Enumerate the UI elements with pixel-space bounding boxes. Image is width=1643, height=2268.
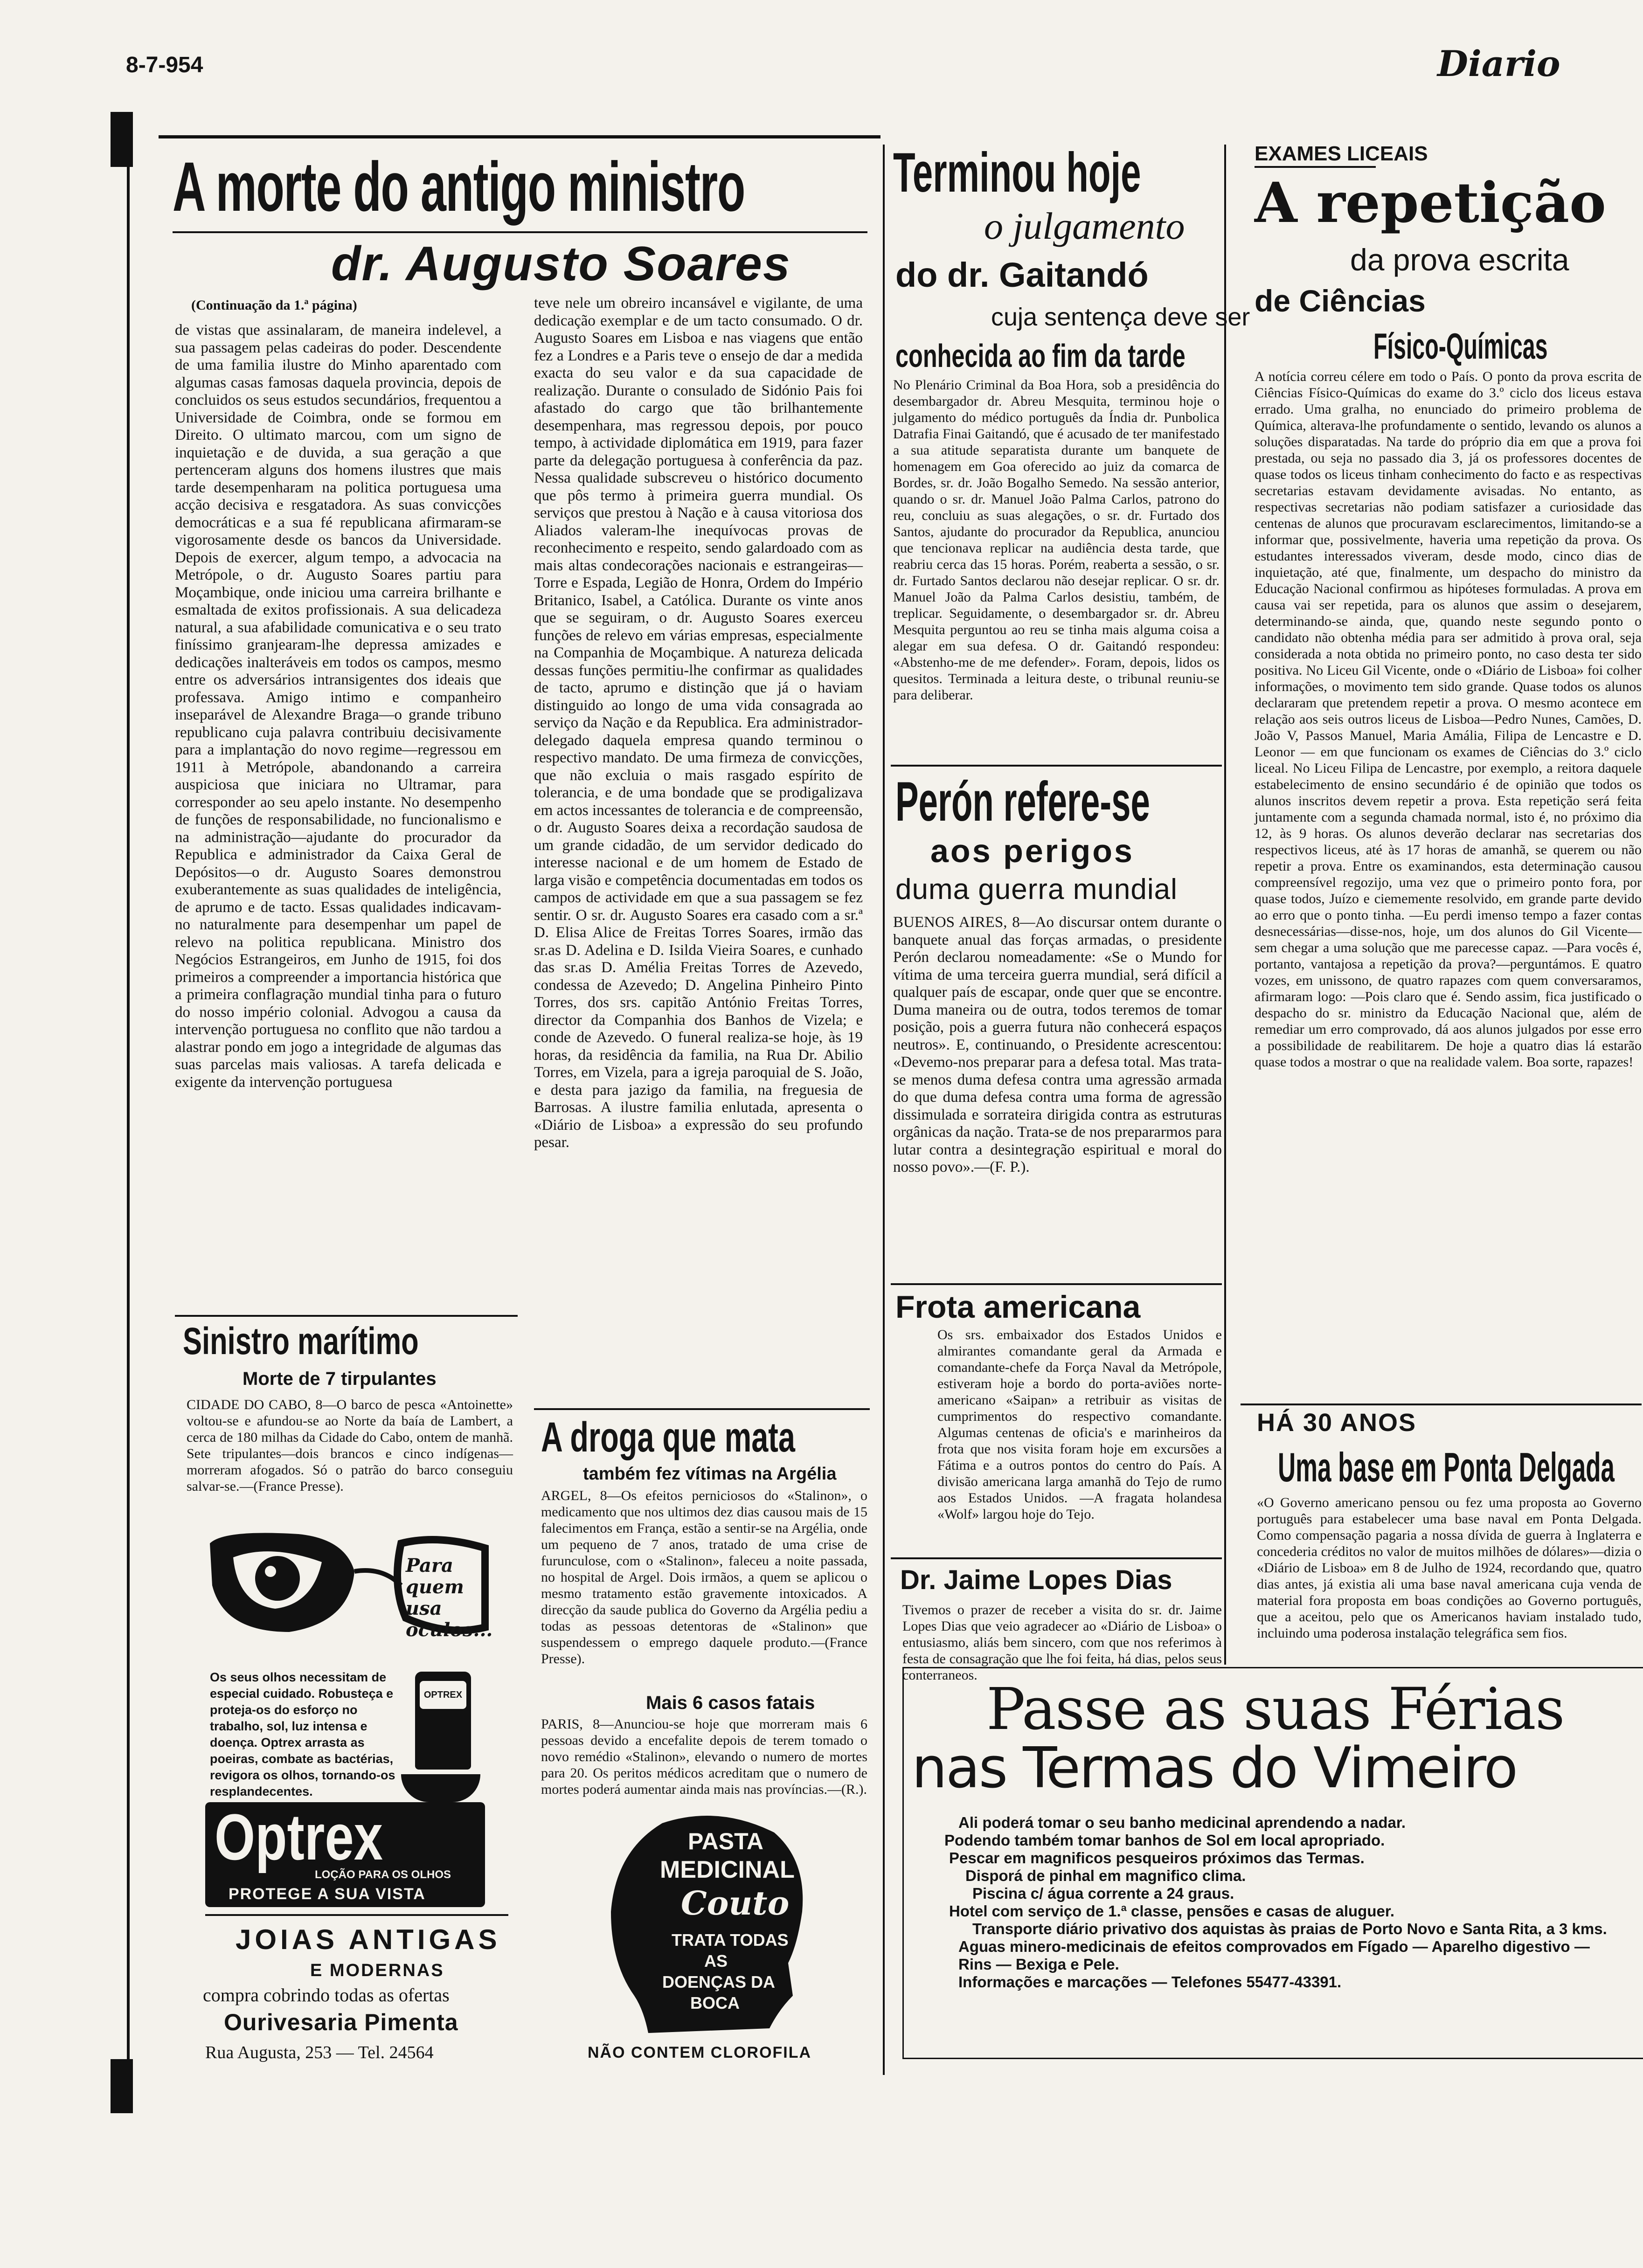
- lead-subhead: dr. Augusto Soares: [331, 237, 791, 291]
- exames-body: A notícia correu célere em todo o País. O ponto da prova escrita de Ciências Físico-Químicas do exame do 3.º ciclo dos liceus estava errado. Uma gralha, no enunciado do primeiro problema de Química, alterava-lhe profundamente o sentido, levando os alunos a soluções disparatadas. Na tarde do próprio dia em que a prova foi prestada, ou seja no passado dia 3, já os professores docentes de quase todos os liceus tinham conhecimento do facto e as respectivas secretarias estavam devidamente avisadas. No entanto, as respectivas secretarias não podiam satisfazer a curiosidade das centenas de alunos que procuravam esclarecimentos, limitando-se a informar que, possivelmente, haveria uma repetição da prova. Os estudantes interessados viveram, desde modo, cinco dias de inquietação, até que, finalmente, um despacho do ministro da Educação Nacional confirmou as hipóteses formuladas. A prova em causa vai ser repetida, para os alunos que assim o desejarem, determinando-se ainda, que, quando neste segundo ponto o candidato não obtenha média para ser admitido à prova oral, seja considerada a nota obtida no primeiro ponto, no caso desta ter sido positiva. No Liceu Gil Vicente, onde o «Diário de Lisboa» foi colher informações, o movimento tem sido grande. Quase todos os alunos declararam que pretendem repetir a prova. O mesmo acontece em relação aos seis outros liceus de Lisboa—Pedro Nunes, Camões, D. João V, Passos Manuel, Maria Amália, Filipa de Lencastre e D. Leonor — em que funcionam os exames de Ciências do 3.º ciclo liceal. No Liceu Filipa de Lencastre, por exemplo, a reitora daquele estabelecimento de ensino secundário é de opinião que todos os alunos inscritos devem repetir a prova. Esta repetição será feita juntamente com a segunda chamada normal, isto é, no próximo dia 12, às 9 horas. Os alunos deverão declarar nas secretarias dos respectivos liceus, até às 17 horas de amanhã, se querem ou não repetir a prova. Entre os examinandos, esta determinação causou compreensível regozijo, uma vez que o primeiro ponto fora, por quase todos, Juízo e ciememente resolvido, em grande parte devido ao erro que o ponto tinha. —Eu perdi imenso tempo a fazer contas desnecessárias—disse-nos, hoje, um dos alunos do Gil Vicente—sem chegar a uma solução que me parecesse capaz. —Para vocês é, portanto, vantajosa a repetição da prova?—perguntámos. E quatro vozes, em unissono, de quatro rapazes com quem conversaramos, afirmaram logo: —Pois claro que é. Sendo assim, fica justificado o despacho do sr. ministro da Educação Nacional que, além de remediar um erro comprovado, dá aos alunos julgados por esse erro a possibilidade de reabilitarem. De hoje a quatro dias lá estarão quase todos a mostrar o que na realidade valem. Boa sorte, rapazes!: [1255, 369, 1642, 1070]
- ha30-rule: [1241, 1404, 1642, 1405]
- optrex-ad: [205, 1515, 494, 1912]
- left-block-bottom: [111, 2059, 133, 2113]
- lead-column-1: de vistas que assinalaram, de maneira indelevel, a sua passagem pelas cadeiras do poder. Descendente de uma familia ilustre do Minho aparentado com algumas casas famosas daquela provincia, depois de concluidos os seus estudos secundários, frequentou a Universidade de Coimbra, onde se formou em Direito. O ultimato marcou, com um signo de inquietação e de duvida, a sua geração a que pertenceram alguns dos homens ilustres que mais tarde desempenharam na politica portuguesa uma acção decisiva e resgatadora. As suas convicções democráticas e a sua fé republicana afirmaram-se vigorosamente desde os bancos da Universidade. Depois de exercer, algum tempo, a advocacia na Metrópole, o dr. Augusto Soares partiu para Moçambique, onde iniciou uma carreira brilhante e esmaltada de exitos profissionais. A sua delicadeza natural, a sua afabilidade comunicativa e o seu trato finíssimo granjearam-lhe depressa amizades e dedicações inalteráveis em todos os campos, mesmo entre os adversários intransigentes dos ideais que professava. Amigo intimo e companheiro inseparável de Alexandre Braga—o grande tribuno republicano cuja palavra contribuiu decisivamente para a implantação do novo regime—regressou em 1911 à Metrópole, abandonando a carreira auspiciosa que iniciara no Ultramar, para corresponder ao seu apelo instante. No desempenho de funções de responsabilidade, no funcionalismo e na administração—ajudante do procurador da Republica e administrador da Caixa Geral de Depósitos—o dr. Augusto Soares demonstrou exuberantemente as suas qualidades de inteligência, de aprumo e de tacto. Essas qualidades indicavam-no naturalmente para desempenhar um papel de relevo na politica republicana. Ministro dos Negócios Estrangeiros, em Junho de 1915, foi dos primeiros a compreender a importancia histórica que a primeira conflagração mundial tinha para o futuro do nosso império colonial. Advogou a causa da intervenção portuguesa no conflito que não tardou a alastrar pondo em jogo a integridade de algumas das suas parcelas mais valiosas. A tarefa delicada e exigente da intervenção portuguesa: [175, 322, 501, 1091]
- joias-top-rule: [205, 1914, 508, 1916]
- gaitando-body: No Plenário Criminal da Boa Hora, sob a presidência do desembargador dr. Abreu Mesquita, terminou hoje o julgamento do médico português da Índia dr. Punbolica Datrafia Finai Gaitandó, que é acusado de ter manifestado a sua atitude separatista durante um banquete de homenagem em Goa oferecido ao juiz da comarca de Bordes, sr. dr. João Bogalho Semedo. Na sessão anterior, quando o sr. dr. Manuel João Palma Carlos, patrono do reu, concluiu as suas alegações, o sr. dr. Furtado dos Santos, ajudante do procurador da Republica, anunciou que tencionava replicar na audiência desta tarde, que reabriu cerca das 15 horas. Porém, reaberta a sessão, o sr. dr. Furtado Santos declarou não desejar replicar. O sr. dr. Manuel João da Palma Carlos desistiu, também, de treplicar. Seguidamente, o desembargador sr. dr. Abreu Mesquita perguntou ao reu se tinha mais alguma coisa a alegar em sua defesa. O dr. Gaitandó respondeu: «Abstenho-me de me defender». Foram, depois, lidos os quesitos. Terminada a leitura deste, o tribunal reuniu-se para deliberar.: [893, 377, 1220, 703]
- droga-subhead: também fez vítimas na Argélia: [583, 1464, 837, 1484]
- pasta-line-7: BOCA: [690, 1993, 740, 2012]
- sinistro-rule: [175, 1315, 518, 1317]
- lead-column-2: teve nele um obreiro incansável e vigilante, de uma dedicação exemplar e de um tacto consumado. O dr. Augusto Soares em Lisboa e nas viagens que então fez a Londres e a Paris teve o ensejo de dar a medida exacta do seu valor e da sua capacidade de realização. Durante o consulado de Sidónio Pais foi afastado do cargo que tão brilhantemente desempenhara, mas regressou depois, por pouco tempo, à actividade diplomática em 1919, para fazer parte da delegação portuguesa à conferência da paz. Nessa qualidade subscreveu o histórico documento que pôs termo à primeira guerra mundial. Os serviços que prestou à Nação e à causa vitoriosa dos Aliados valeram-lhe inequívocas provas de reconhecimento e respeito, sendo galardoado com as mais altas condecorações nacionais e estrangeiras—Torre e Espada, Legião de Honra, Ordem do Império Britanico, Isabel, a Católica. Durante os vinte anos que se seguiram, o dr. Augusto Soares exerceu funções de relevo em várias empresas, especialmente na Companhia de Moçambique. A natureza delicada dessas funções permitiu-lhe confirmar as qualidades de tacto, aprumo e distinção que já o haviam distinguido ao longo de uma vida consagrada ao serviço da Nação e da Republica. Era administrador-delegado daquela empresa quando terminou o respectivo mandato. De uma firmeza de convicções, que não excluia o mais rasgado espírito de tolerancia, e de uma bondade que se prodigalizava em actos incessantes de tolerancia e de compreensão, o dr. Augusto Soares deixa a recordação saudosa de um grande cidadão, de um servidor dedicado do interesse nacional e de um homem de Estado de larga visão e competência documentadas em todos os campos de actividade em que a sua passagem se fez sentir. O sr. dr. Augusto Soares era casado com a sr.ª D. Elisa Alice de Freitas Torres Soares, irmão das sr.as D. Adelina e D. Isilda Vieira Soares, e cunhado das sr.as D. Amélia Freitas Torres de Azevedo, condessa de Azevedo; D. Angelina Pinheiro Pinto Torres, dos srs. capitão António Freitas Torres, director da Companhia dos Banhos de Vizela; e conde de Azevedo. O funeral realiza-se hoje, às 19 horas, da residência da familia, na Rua Dr. Abilio Torres, em Vizela, para a igreja paroquial de S. João, e desta para jazigo da familia, na freguesia de Barrosas. A ilustre familia enlutada, apresenta o «Diário de Lisboa» a expressão do seu profundo pesar.: [534, 295, 863, 1151]
- termas-item: Hotel com serviço de 1.ª classe, pensões e casas de aluguer.: [949, 1902, 1395, 1920]
- joias-title: JOIAS ANTIGAS: [236, 1924, 501, 1955]
- termas-item: Piscina c/ água corrente a 24 graus.: [972, 1885, 1234, 1902]
- gaitando-h4: cuja sentença deve ser: [991, 303, 1250, 331]
- masthead: Diario: [1437, 43, 1560, 84]
- termas-item: Pescar em magnificos pesqueiros próximos das Termas.: [949, 1849, 1365, 1867]
- optrex-tagline-2: PROTEGE A SUA VISTA: [229, 1885, 426, 1903]
- peron-body: BUENOS AIRES, 8—Ao discursar ontem durante o banquete anual das forças armadas, o presidente Perón declarou nomeadamente: «Se o Mundo for vítima de uma terceira guerra mundial, será difícil a qualquer país de escapar, onde quer que se encontre. Duma maneira ou de outra, todos teremos de tomar posição, pois a guerra futura não conhecerá espaços neutros». E, continuando, o Presidente acrescentou: «Devemo-nos preparar para a defesa total. Mas trata-se menos duma defesa contra uma agressão armada do que duma defesa contra uma forma de agressão dissimulada e sorrateira dirigida contra as estruturas orgânicas da nação. Trata-se de nos prepararmos para lutar contra a desintegração espiritual e moral do nosso povo».—(F. P.).: [893, 914, 1222, 1175]
- termas-item: Ali poderá tomar o seu banho medicinal aprendendo a nadar.: [958, 1814, 1406, 1831]
- termas-item: Disporá de pinhal em magnifico clima.: [965, 1867, 1246, 1884]
- ha30-headline: Uma base em Ponta Delgada: [1278, 1444, 1615, 1490]
- termas-line-2: nas Termas do Vimeiro: [912, 1736, 1517, 1801]
- col-divider-1: [883, 145, 885, 2075]
- termas-items: [944, 1814, 1642, 1991]
- gaitando-h3: do dr. Gaitandó: [895, 256, 1149, 294]
- exames-h2: da prova escrita: [1350, 242, 1569, 277]
- optrex-tagline-1: LOÇÃO PARA OS OLHOS: [315, 1868, 451, 1881]
- frota-body: Os srs. embaixador dos Estados Unidos e almirantes comandante geral da Armada e comandante-chefe da Força Naval da Metrópole, estiveram hoje a bordo do porta-aviões norte-americano «Saipan» a retribuir as visitas de cumprimentos do respectivo comandante. Algumas centenas de oficia's e marinheiros da frota que nos visita foram hoje em excursões a Fátima e a outros pontos do centro do País. A divisão americana larga amanhã do Tejo de rumo aos Estados Unidos. —A fragata holandesa «Wolf» largou hoje do Tejo.: [937, 1327, 1222, 1522]
- exames-h4: Físico-Químicas: [1373, 325, 1548, 366]
- sinistro-body: CIDADE DO CABO, 8—O barco de pesca «Antoinette» voltou-se e afundou-se ao Norte da baía de Lambert, a cerca de 180 milhas da Cidade do Cabo, ontem de manhã. Sete tripulantes—dois brancos e cinco indígenas—morreram afogados. Só o patrão do barco conseguiu salvar-se.—(France Presse).: [187, 1397, 513, 1494]
- left-vertical-rule: [127, 167, 130, 2060]
- top-rule: [159, 135, 880, 138]
- jaime-rule: [891, 1557, 1222, 1559]
- optrex-body: Os seus olhos necessitam de especial cuidado. Robusteça e proteja-os do esforço no trabalho, sol, luz intensa e doença. Optrex arrasta as poeiras, combate as bactérias, revigora os olhos, tornando-os resplandecentes.: [210, 1670, 395, 1798]
- pasta-line-2: MEDICINAL: [660, 1856, 795, 1883]
- ha30-kicker: HÁ 30 ANOS: [1257, 1409, 1417, 1437]
- peron-h3: duma guerra mundial: [895, 873, 1178, 906]
- optrex-bottle-label: OPTREX: [420, 1681, 466, 1709]
- droga-headline: A droga que mata: [541, 1414, 795, 1461]
- termas-line-1: Passe as suas Férias: [986, 1676, 1564, 1743]
- left-block-top: [111, 112, 133, 167]
- exames-kicker: EXAMES LICEAIS: [1255, 142, 1428, 165]
- lead-headline-rule: [173, 231, 867, 233]
- joias-line: compra cobrindo todas as ofertas: [203, 1984, 450, 2005]
- peron-rule: [891, 765, 1222, 767]
- exames-h1: A repetição: [1255, 170, 1606, 235]
- droga-subhead-2: Mais 6 casos fatais: [646, 1693, 815, 1713]
- termas-item: Podendo também tomar banhos de Sol em local apropriado.: [944, 1832, 1385, 1849]
- gaitando-h2: o julgamento: [984, 205, 1185, 247]
- pasta-line-4: TRATA TODAS: [672, 1930, 789, 1950]
- termas-item: Informações e marcações — Telefones 55477-43391.: [958, 1973, 1342, 1991]
- gaitando-h5: conhecida ao fim da tarde: [895, 338, 1185, 374]
- lead-continuation: (Continuação da 1.ª página): [191, 297, 357, 313]
- optrex-logo-box: [205, 1802, 485, 1907]
- peron-h1: Perón refere-se: [895, 770, 1150, 833]
- joias-subtitle: E MODERNAS: [310, 1961, 444, 1980]
- jaime-headline: Dr. Jaime Lopes Dias: [900, 1565, 1172, 1595]
- jaime-body: Tivemos o prazer de receber a visita do sr. dr. Jaime Lopes Dias que veio agradecer ao «Diário de Lisboa» o entusiasmo, aliás bem sincero, com que nos referimos à festa de consagração que lhe foi feita, há dias, pelos seus conterraneos.: [902, 1602, 1222, 1683]
- sinistro-subhead: Morte de 7 tirpulantes: [243, 1369, 437, 1389]
- lead-headline: A morte do antigo ministro: [173, 147, 745, 226]
- termas-item: Aguas minero-medicinais de efeitos comprovados em Fígado — Aparelho digestivo — Rins — Bexiga e Pele.: [958, 1938, 1590, 1973]
- droga-body: ARGEL, 8—Os efeitos perniciosos do «Stalinon», o medicamento que nos ultimos dez dias causou mais de 15 falecimentos em França, estão a sentir-se na Argélia, onde um pequeno de 7 anos, tratado de uma crise de furunculose, com o «Stalinon», faleceu a noite passada, no hospital de Argel. Dois irmãos, a quem se aplicou o mesmo tratamento estão gravemente intoxicados. A direcção da saude publica do Governo da Argélia pediu a todas as pessoas detentoras de «Stalinon» que suspendessem o emprego daquele produto.—(France Presse).: [541, 1488, 867, 1666]
- optrex-bottle: [415, 1672, 471, 1770]
- droga-body-2: PARIS, 8—Anunciou-se hoje que morreram mais 6 pessoas devido a encefalite depois de terem tomado o novo remédio «Stalinon», elevando o numero de mortes para 20. Os peritos médicos acreditam que o numero de mortes poderá aumentar ainda mais nas províncias.—(R.).: [541, 1716, 867, 1797]
- pasta-line-3: Couto: [681, 1884, 790, 1922]
- exames-h3: de Ciências: [1255, 284, 1426, 318]
- page-date: 8-7-954: [126, 53, 203, 77]
- optrex-brand: Optrex: [215, 1800, 383, 1874]
- droga-rule: [534, 1408, 870, 1410]
- joias-address: Rua Augusta, 253 — Tel. 24564: [205, 2043, 434, 2062]
- col-divider-2: [1224, 145, 1226, 1665]
- optrex-eyebath: [401, 1774, 480, 1802]
- termas-item: Transporte diário privativo dos aquistas às praias de Porto Novo e Santa Rita, a 3 kms.: [972, 1920, 1607, 1937]
- optrex-slogan: Para quem usa óculos...: [406, 1555, 493, 1641]
- pasta-line-6: DOENÇAS DA: [662, 1972, 776, 1991]
- pasta-ad: [592, 1809, 835, 2061]
- pasta-line-1: PASTA: [688, 1828, 764, 1854]
- frota-rule: [891, 1283, 1222, 1285]
- exames-kicker-rule: [1255, 166, 1376, 168]
- peron-h2: aos perigos: [930, 833, 1134, 869]
- joias-shop: Ourivesaria Pimenta: [224, 2009, 458, 2035]
- sinistro-headline: Sinistro marítimo: [183, 1320, 419, 1362]
- ha30-body: «O Governo americano pensou ou fez uma proposta ao Governo português para estabelecer uma base naval em Ponta Delgada. Como compensação pagaria a nossa dívida de guerra à Inglaterra e concederia créditos no valor de muitos milhões de dólares»—dizia o «Diário de Lisboa» em 8 de Julho de 1924, recordando que, quatro dias antes, já existia ali uma base naval americana cuja venda de material fora proposta em boas condições ao Governo português, que a aceitou, pelo que os Americanos haviam instalado tudo, incluindo uma poderosa instalação telegráfica sem fios.: [1257, 1495, 1642, 1641]
- frota-headline: Frota americana: [895, 1289, 1141, 1325]
- pasta-footer: NÃO CONTEM CLOROFILA: [588, 2044, 812, 2061]
- gaitando-h1: Terminou hoje: [893, 141, 1141, 204]
- pasta-line-5: AS: [704, 1951, 728, 1971]
